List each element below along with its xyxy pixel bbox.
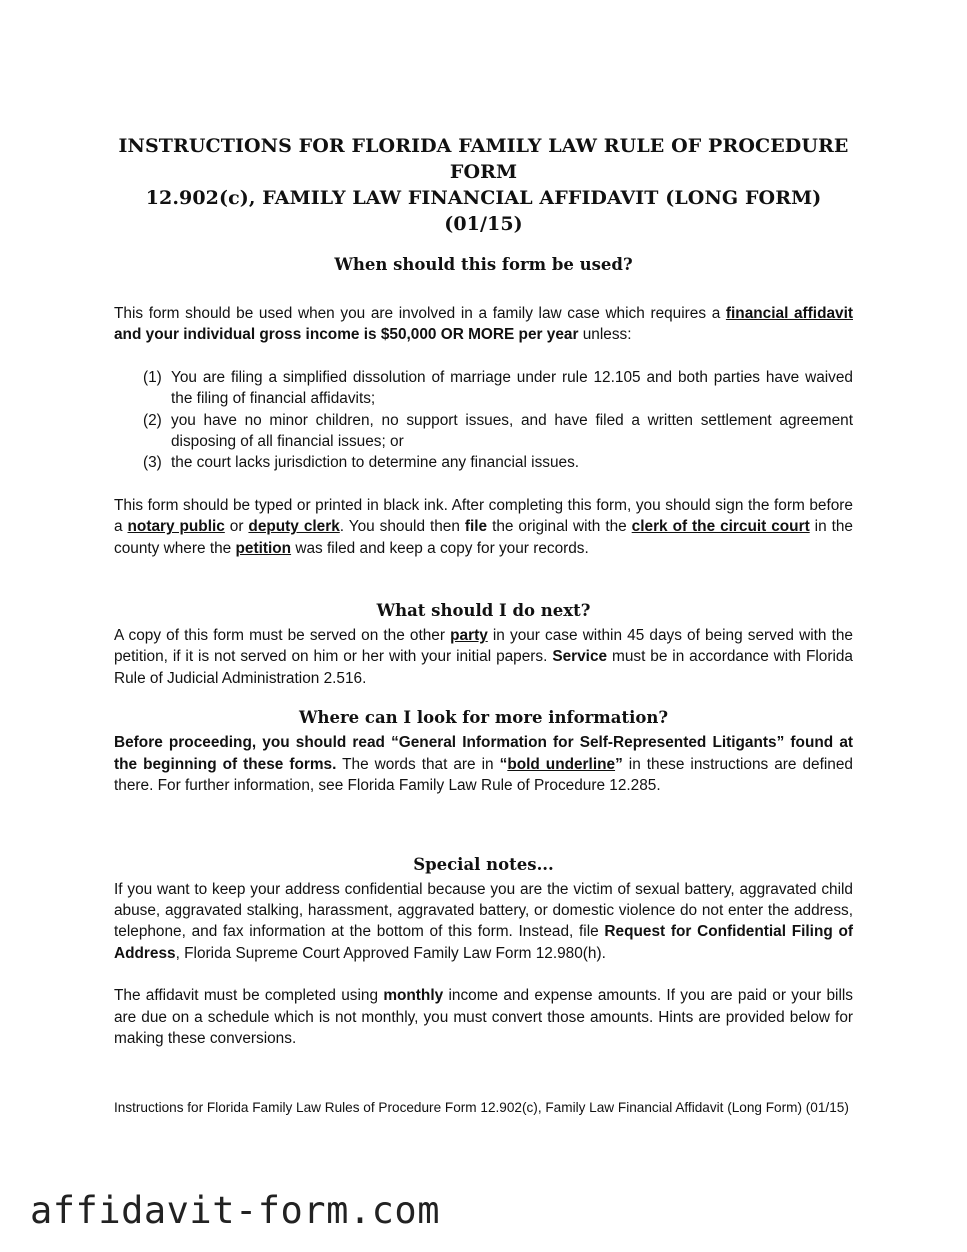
term-monthly: monthly xyxy=(383,987,444,1005)
watermark: affidavit-form.com xyxy=(30,1189,440,1232)
heading-special-notes: Special notes... xyxy=(413,854,554,874)
term-clerk-of-circuit-court: clerk of the circuit court xyxy=(631,518,810,536)
term-bold-underline: bold underline xyxy=(507,755,616,773)
paragraph-when-used: This form should be used when you are involved in a family law case which requires a financial affidavit and your individual gross income is $50,000 OR MORE per year unless: xyxy=(114,305,853,344)
term-request-confidential-filing: Request for Confidential Filing of Address xyxy=(114,923,853,962)
document-body xyxy=(114,133,853,1049)
heading-what-next: What should I do next? xyxy=(376,601,591,621)
paragraph-monthly-amounts: The affidavit must be completed using monthly income and expense amounts. If you are paid or your bills are due on a schedule which is not monthly, you must convert those amounts. Hints are provided below for making these conversions. xyxy=(114,987,854,1047)
heading-more-info: Where can I look for more information? xyxy=(298,708,669,728)
term-notary-public: notary public xyxy=(127,518,225,536)
paragraph-what-next: A copy of this form must be served on the other party in your case within 45 days of being served with the petition, if it is not served on him or her with your initial papers. Service must be in accordance with Florida Rule of Judicial Administration 2.516. xyxy=(114,627,853,687)
title-line-2: 12.902(c), FAMILY LAW FINANCIAL AFFIDAVIT (LONG FORM)(01/15) xyxy=(145,187,822,235)
income-threshold: and your individual gross income is $50,000 OR MORE per year xyxy=(114,326,579,344)
list-item: (3) the court lacks jurisdiction to determine any financial issues. xyxy=(143,454,580,472)
paragraph-confidential-address: If you want to keep your address confidential because you are the victim of sexual battery, aggravated child abuse, aggravated stalking, harassment, aggravated battery, or domestic violence do not enter the address, telephone, and fax information at the bottom of this form. Instead, file Request for Confidential Filing of Address, Florida Supreme Court Approved Family Law Form 12.980(h). xyxy=(114,880,853,962)
exceptions-list xyxy=(114,367,853,474)
document-title xyxy=(114,133,853,237)
term-party: party xyxy=(450,627,488,645)
paragraph-more-info: Before proceeding, you should read “General Information for Self-Represented Litigants” found at the beginning of these forms. The words that are in “bold underline” in these instructions are defined there. For further information, see Florida Family Law Rule of Procedure 12.285. xyxy=(114,734,853,795)
paragraph-filing: This form should be typed or printed in black ink. After completing this form, you should sign the form before a notary public or deputy clerk. You should then file the original with the clerk of the circuit court in the county where the petition was filed and keep a copy for your records. xyxy=(114,496,853,557)
list-item: (1) You are filing a simplified dissolution of marriage under rule 12.105 and both parties have waived the filing of financial affidavits; xyxy=(143,368,853,408)
term-service: Service xyxy=(552,648,608,666)
term-deputy-clerk: deputy clerk xyxy=(248,518,340,536)
title-line-1: INSTRUCTIONS FOR FLORIDA FAMILY LAW RULE OF PROCEDURE FORM xyxy=(118,135,849,183)
term-file: file xyxy=(464,518,488,536)
term-petition: petition xyxy=(235,539,292,557)
page-footer: Instructions for Florida Family Law Rules of Procedure Form 12.902(c), Family Law Financial Affidavit (Long Form) (01/15) xyxy=(114,1100,849,1115)
term-financial-affidavit: financial affidavit xyxy=(725,305,853,322)
heading-when-used: When should this form be used? xyxy=(334,255,633,274)
list-item: (2) you have no minor children, no support issues, and have filed a written settlement agreement disposing of all financial issues; or xyxy=(143,411,853,451)
